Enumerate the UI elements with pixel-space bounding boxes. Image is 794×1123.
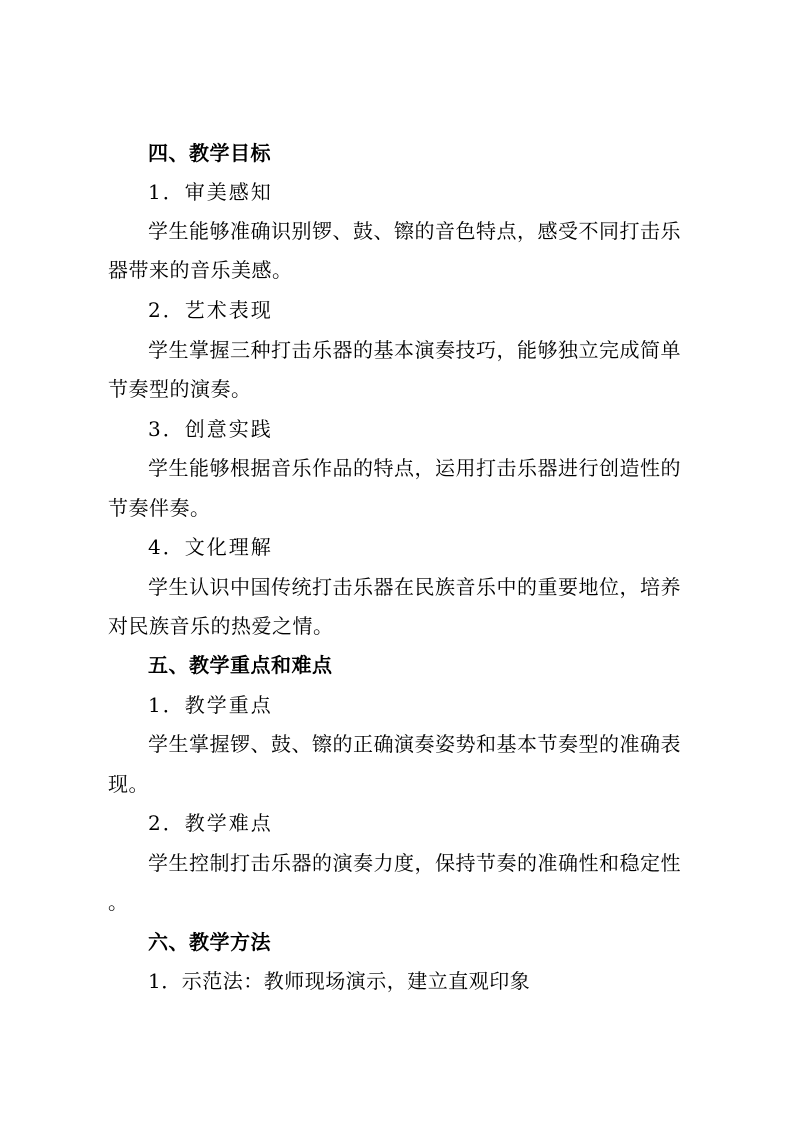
- subheading-difficulties: 2．教学难点: [148, 811, 273, 835]
- paragraph-line: 现。: [108, 772, 149, 796]
- paragraph-line: 学生认识中国传统打击乐器在民族音乐中的重要地位，培养: [148, 575, 681, 599]
- subheading-creative: 3．创意实践: [148, 417, 273, 441]
- paragraph-line: 学生能够根据音乐作品的特点，运用打击乐器进行创造性的: [148, 456, 681, 480]
- paragraph-line: 。: [108, 890, 129, 914]
- paragraph-line: 学生控制打击乐器的演奏力度，保持节奏的准确性和稳定性: [148, 851, 681, 875]
- section-heading-4: 四、教学目标: [148, 141, 271, 165]
- paragraph-line: 节奏伴奏。: [108, 496, 211, 520]
- paragraph-line: 学生掌握锣、鼓、镲的正确演奏姿势和基本节奏型的准确表: [148, 732, 681, 756]
- paragraph-line: 节奏型的演奏。: [108, 377, 252, 401]
- subheading-art: 2．艺术表现: [148, 298, 273, 322]
- paragraph-line: 对民族音乐的热爱之情。: [108, 614, 334, 638]
- section-heading-6: 六、教学方法: [148, 930, 271, 954]
- paragraph-line: 学生能够准确识别锣、鼓、镲的音色特点，感受不同打击乐: [148, 219, 681, 243]
- paragraph-line: 学生掌握三种打击乐器的基本演奏技巧，能够独立完成简单: [148, 338, 681, 362]
- subheading-culture: 4．文化理解: [148, 535, 273, 559]
- list-item-demo-method: 1．示范法：教师现场演示，建立直观印象: [148, 969, 531, 993]
- section-heading-5: 五、教学重点和难点: [148, 653, 333, 677]
- subheading-key-points: 1．教学重点: [148, 693, 273, 717]
- subheading-aesthetic: 1．审美感知: [148, 180, 273, 204]
- paragraph-line: 器带来的音乐美感。: [108, 258, 293, 282]
